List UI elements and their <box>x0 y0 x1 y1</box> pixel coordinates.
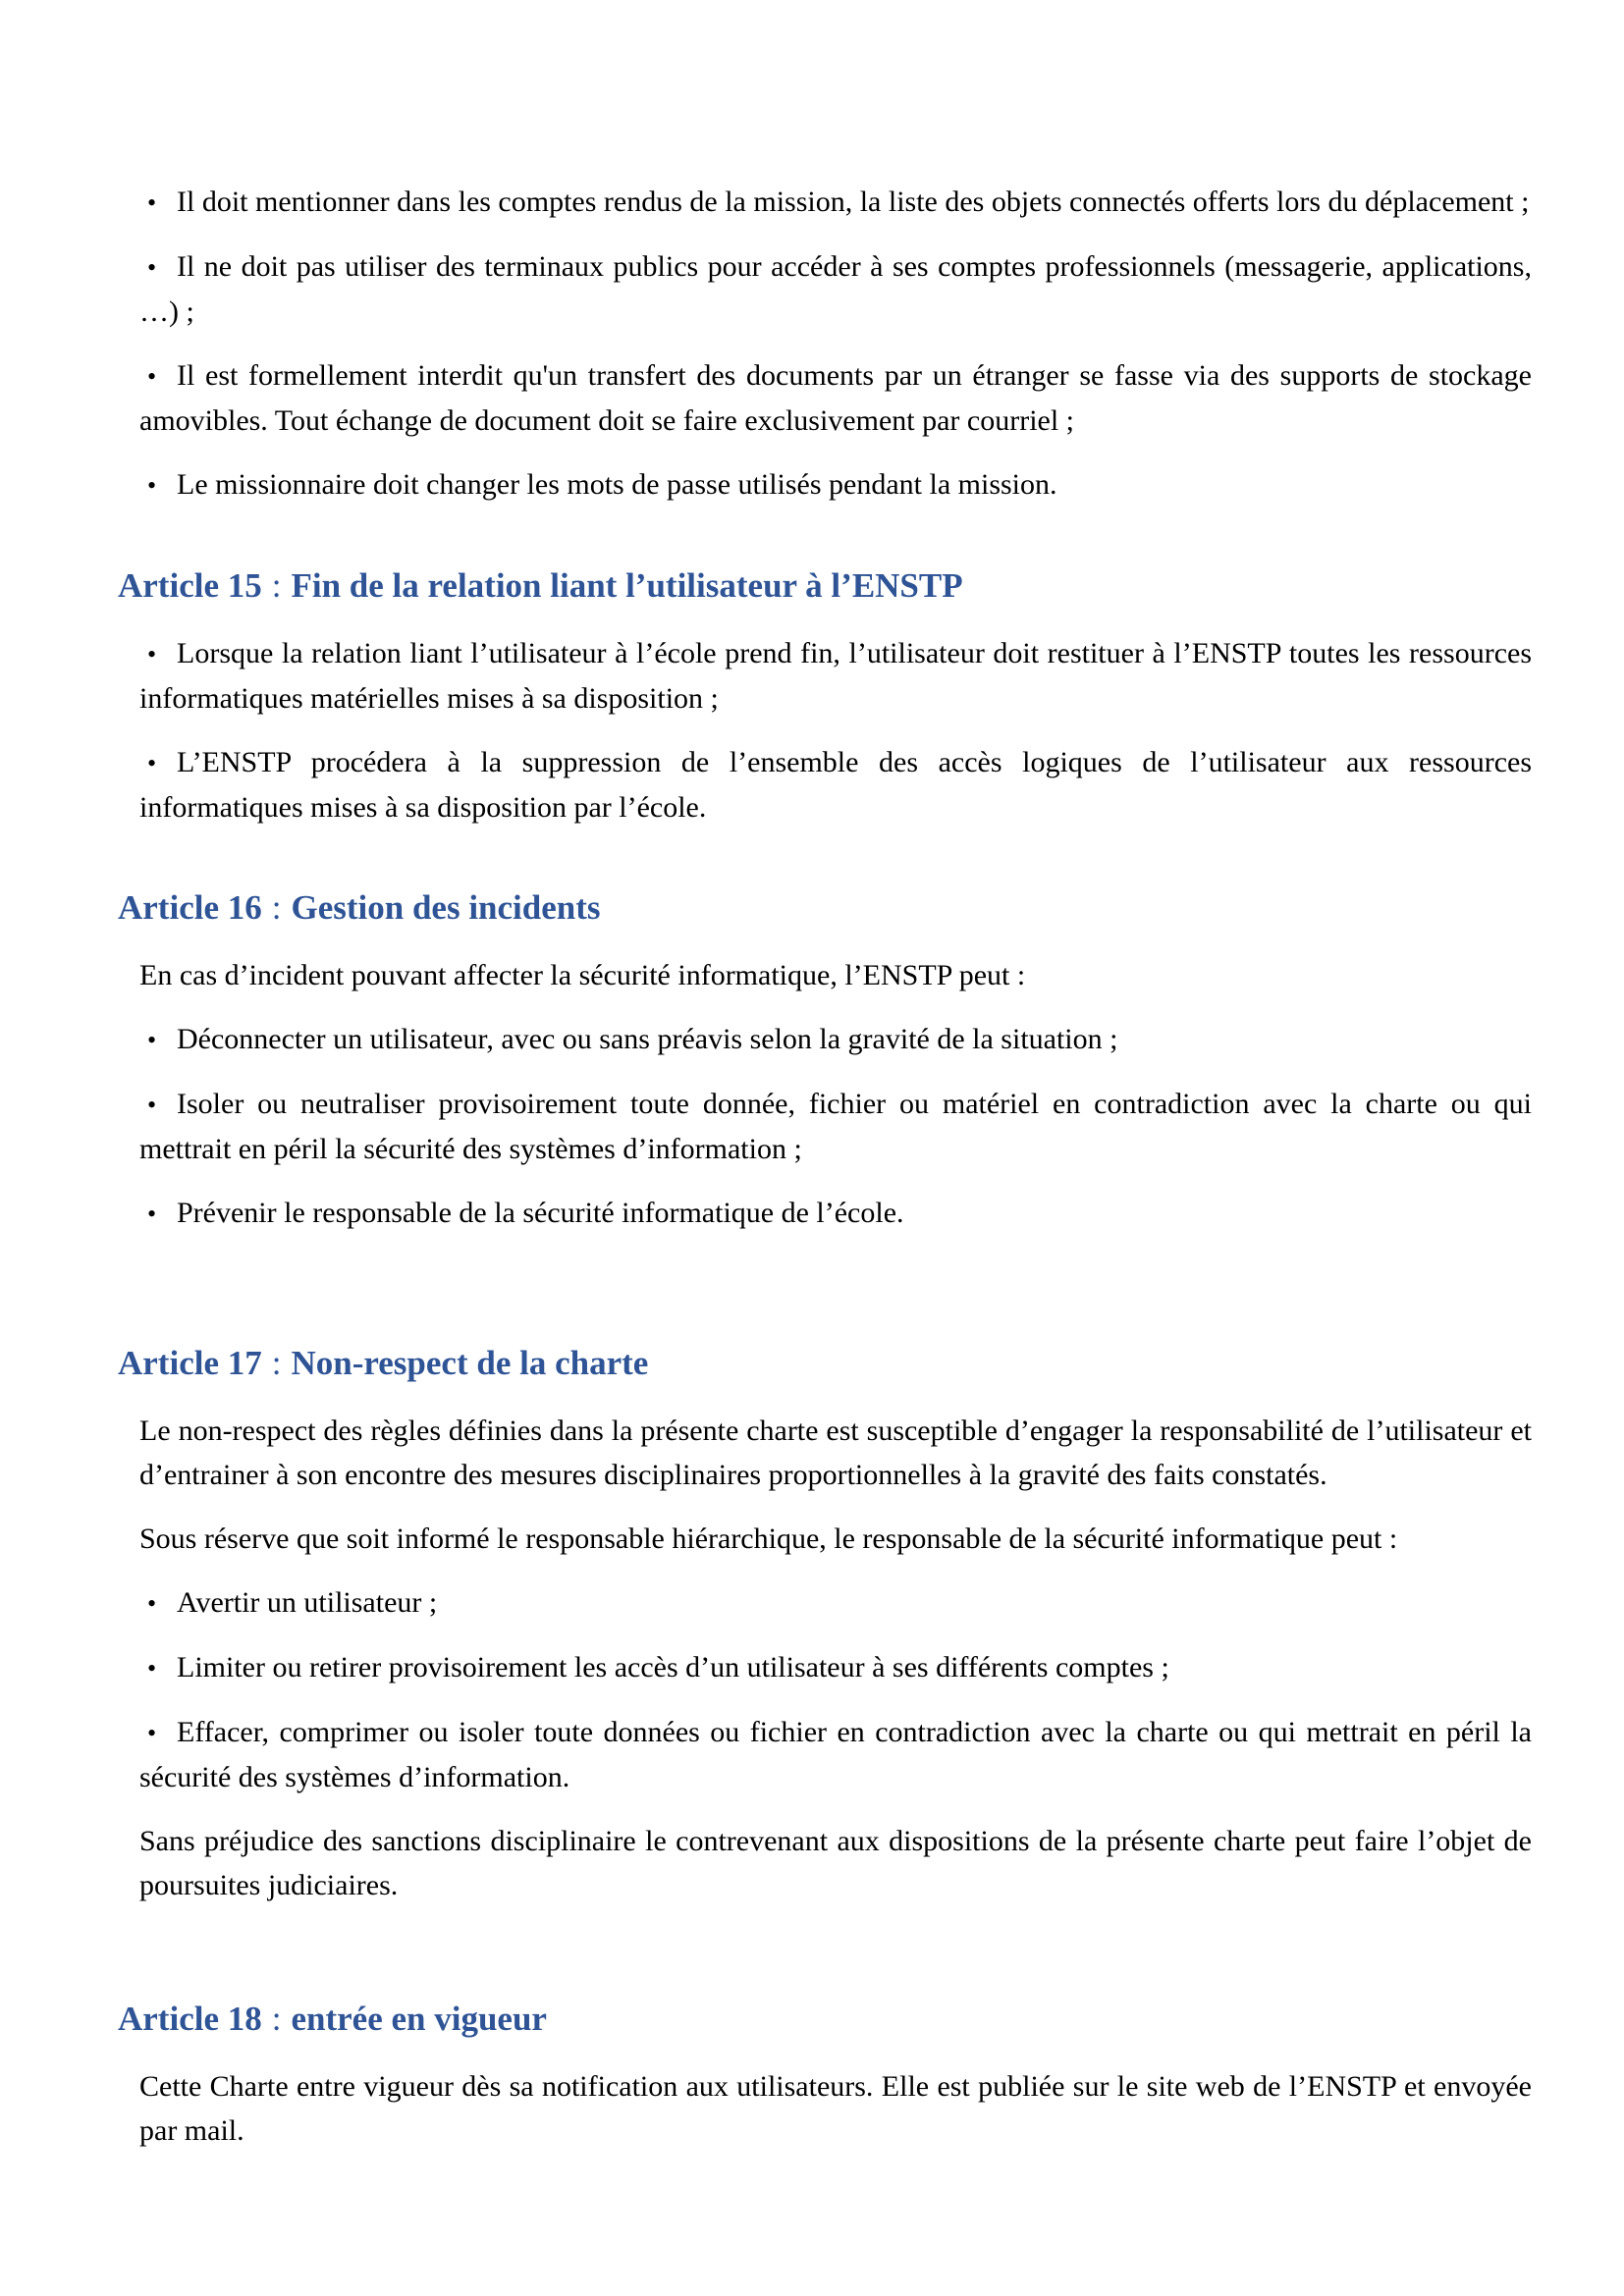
article-title: Gestion des incidents <box>291 888 601 927</box>
bullet-icon: • <box>147 362 157 391</box>
list-item <box>139 1645 1532 1690</box>
article-number: Article 16 <box>118 888 262 927</box>
list-item <box>139 180 1532 225</box>
article-number: Article 15 <box>118 566 262 605</box>
list-item-text: Effacer, comprimer ou isoler toute données ou fichier en contradiction avec la charte ou qui mettrait en péril la sécurité des systèmes d’information. <box>139 1716 1532 1793</box>
list-item-text: Lorsque la relation liant l’utilisateur à l’école prend fin, l’utilisateur doit restituer à l’ENSTP toutes les ressources informatiques matérielles mises à sa disposition ; <box>139 637 1532 715</box>
bullet-icon: • <box>147 1654 157 1682</box>
list-item-text: Avertir un utilisateur ; <box>177 1586 438 1619</box>
paragraph: Sous réserve que soit informé le responsable hiérarchique, le responsable de la sécurité informatique peut : <box>139 1522 1398 1555</box>
heading-separator: : <box>271 888 282 927</box>
bullet-icon: • <box>147 749 157 777</box>
section-heading-article-17 <box>118 1340 1532 1387</box>
bullet-icon: • <box>147 1091 157 1119</box>
list-item-text: Déconnecter un utilisateur, avec ou sans préavis selon la gravité de la situation ; <box>177 1023 1118 1055</box>
list-item-text: Il doit mentionner dans les comptes rendus de la mission, la liste des objets connectés offerts lors du déplacement ; <box>177 186 1530 218</box>
vertical-spacer <box>118 1255 1532 1285</box>
section-heading-article-18 <box>118 1996 1532 2043</box>
heading-separator: : <box>271 566 282 605</box>
list-item-text: Prévenir le responsable de la sécurité informatique de l’école. <box>177 1197 904 1229</box>
bullet-icon: • <box>147 640 157 668</box>
bullet-icon: • <box>147 1719 157 1747</box>
paragraph: En cas d’incident pouvant affecter la sécurité informatique, l’ENSTP peut : <box>139 959 1026 991</box>
heading-separator: : <box>271 1344 282 1382</box>
list-item <box>139 1017 1532 1062</box>
heading-separator: : <box>271 2000 282 2038</box>
list-item <box>139 631 1532 721</box>
list-item-text: Limiter ou retirer provisoirement les accès d’un utilisateur à ses différents comptes ; <box>177 1651 1169 1683</box>
list-item-text: L’ENSTP procédera à la suppression de l’ensemble des accès logiques de l’utilisateur aux ressources informatiques mises à sa disposition par l’école. <box>139 746 1532 824</box>
article-title: Non-respect de la charte <box>291 1344 649 1382</box>
article-number: Article 17 <box>118 1344 262 1382</box>
article-title: Fin de la relation liant l’utilisateur à l’ENSTP <box>291 566 963 605</box>
section-heading-article-15 <box>118 562 1532 610</box>
bullet-icon: • <box>147 1026 157 1054</box>
bullet-icon: • <box>147 188 157 217</box>
bullet-icon: • <box>147 1589 157 1618</box>
list-item <box>139 462 1532 507</box>
bullet-icon: • <box>147 471 157 500</box>
bullet-icon: • <box>147 1200 157 1228</box>
section-heading-article-16 <box>118 884 1532 932</box>
article-number: Article 18 <box>118 2000 262 2038</box>
list-item <box>139 740 1532 829</box>
list-item-text: Il est formellement interdit qu'un transfert des documents par un étranger se fasse via des supports de stockage amovibles. Tout échange de document doit se faire exclusivement par courriel ; <box>139 359 1532 437</box>
list-item-text: Il ne doit pas utiliser des terminaux publics pour accéder à ses comptes professionnels (messagerie, applications, …) ; <box>139 250 1532 328</box>
bullet-icon: • <box>147 253 157 282</box>
vertical-spacer <box>118 1927 1532 1941</box>
paragraph: Sans préjudice des sanctions disciplinaire le contrevenant aux dispositions de la présente charte peut faire l’objet de poursuites judiciaires. <box>139 1825 1532 1901</box>
article-title: entrée en vigueur <box>291 2000 547 2038</box>
list-item <box>139 1710 1532 1799</box>
list-item <box>139 1580 1532 1626</box>
paragraph: Cette Charte entre vigueur dès sa notification aux utilisateurs. Elle est publiée sur le site web de l’ENSTP et envoyée par mail. <box>139 2070 1532 2147</box>
list-item <box>139 353 1532 443</box>
list-item <box>139 1082 1532 1171</box>
list-item-text: Le missionnaire doit changer les mots de passe utilisés pendant la mission. <box>177 468 1057 501</box>
list-item <box>139 1191 1532 1236</box>
list-item-text: Isoler ou neutraliser provisoirement toute donnée, fichier ou matériel en contradiction avec la charte ou qui mettrait en péril la sécurité des systèmes d’information ; <box>139 1088 1532 1165</box>
paragraph: Le non-respect des règles définies dans la présente charte est susceptible d’engager la responsabilité de l’utilisateur et d’entrainer à son encontre des mesures disciplinaires proportionnelles à la gravité des faits constatés. <box>139 1415 1532 1491</box>
list-item <box>139 244 1532 334</box>
